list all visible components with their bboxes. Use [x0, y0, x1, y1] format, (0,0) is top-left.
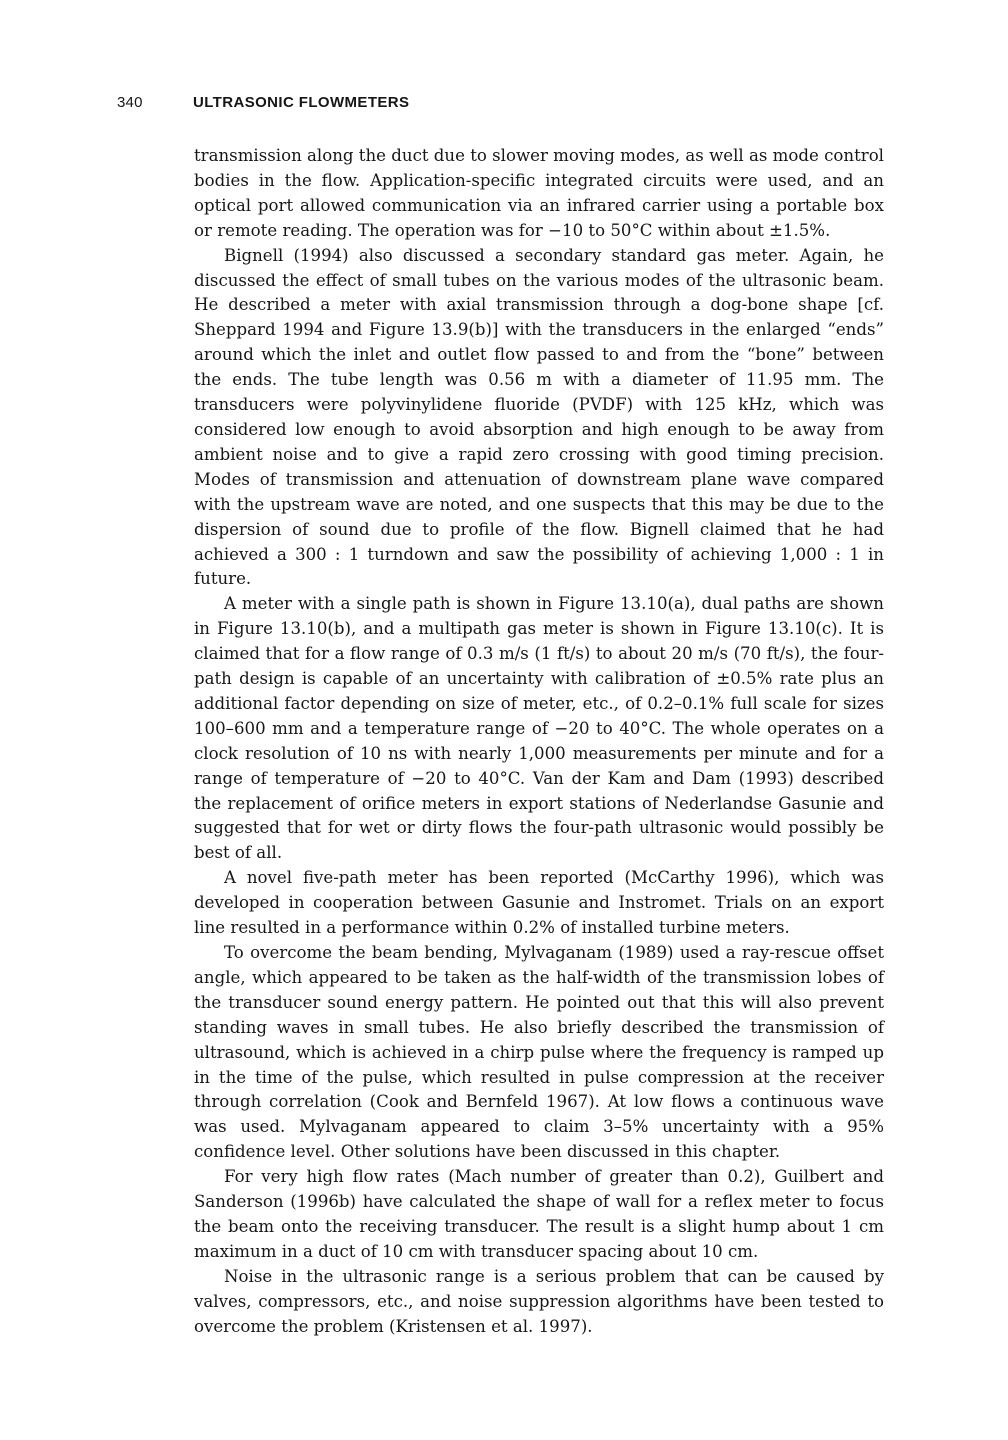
running-title: ULTRASONIC FLOWMETERS: [193, 94, 410, 111]
paragraph-high-flow-rates: For very high flow rates (Mach number of greater than 0.2), Guilbert and Sanderson (1996b) have calculated the shape of wall for a reflex meter to focus the beam onto the receiving transducer. The result is a slight hump about 1 cm maximum in a duct of 10 cm with transducer spacing about 10 cm.: [194, 1167, 884, 1261]
running-head: [117, 94, 409, 111]
paragraph-noise: Noise in the ultrasonic range is a serious problem that can be caused by valves, compressors, etc., and noise suppression algorithms have been tested to overcome the problem (Kristensen et al. 1997).: [194, 1266, 884, 1336]
paragraph-continuation: transmission along the duct due to slower moving modes, as well as mode control bodies in the flow. Application-specific integrated circuits were used, and an optical port allowed communication via an infrared carrier using a portable box or remote reading. The operation was for −10 to 50°C within about ±1.5%.: [194, 146, 884, 240]
paragraph-multipath-meter: A meter with a single path is shown in Figure 13.10(a), dual paths are shown in Figure 13.10(b), and a multipath gas meter is shown in Figure 13.10(c). It is claimed that for a flow range of 0.3 m/s (1 ft/s) to about 20 m/s (70 ft/s), the four-path design is capable of an uncertainty with calibration of ±0.5% rate plus an additional factor depending on size of meter, etc., of 0.2–0.1% full scale for sizes 100–600 mm and a temperature range of −20 to 40°C. The whole operates on a clock resolution of 10 ns with nearly 1,000 measurements per minute and for a range of temperature of −20 to 40°C. Van der Kam and Dam (1993) described the replacement of orifice meters in export stations of Nederlandse Gasunie and suggested that for wet or dirty flows the four-path ultrasonic would possibly be best of all.: [194, 594, 884, 863]
paragraph-beam-bending: To overcome the beam bending, Mylvaganam (1989) used a ray-rescue offset angle, which appeared to be taken as the half-width of the transmission lobes of the transducer sound energy pattern. He pointed out that this will also prevent standing waves in small tubes. He also briefly described the transmission of ultrasound, which is achieved in a chirp pulse where the frequency is ramped up in the time of the pulse, which resulted in pulse compression at the receiver through correlation (Cook and Bernfeld 1967). At low flows a continuous wave was used. Mylvaganam appeared to claim 3–5% uncertainty with a 95% confidence level. Other solutions have been discussed in this chapter.: [194, 943, 884, 1162]
page-number: 340: [117, 94, 143, 111]
paragraph-bignell: Bignell (1994) also discussed a secondary standard gas meter. Again, he discussed the effect of small tubes on the various modes of the ultrasonic beam. He described a meter with axial transmission through a dog-bone shape [cf. Sheppard 1994 and Figure 13.9(b)] with the transducers in the enlarged “ends” around which the inlet and outlet flow passed to and from the “bone” between the ends. The tube length was 0.56 m with a diameter of 11.95 mm. The transducers were polyvinylidene fluoride (PVDF) with 125 kHz, which was considered low enough to avoid absorption and high enough to be away from ambient noise and to give a rapid zero crossing with good timing precision. Modes of transmission and attenuation of downstream plane wave compared with the upstream wave are noted, and one suspects that this may be due to the dispersion of sound due to profile of the flow. Bignell claimed that he had achieved a 300 : 1 turndown and saw the possibility of achieving 1,000 : 1 in future.: [194, 245, 884, 589]
body-text: [194, 144, 884, 1340]
paragraph-five-path-meter: A novel five-path meter has been reported (McCarthy 1996), which was developed in cooperation between Gasunie and Instromet. Trials on an export line resulted in a performance within 0.2% of installed turbine meters.: [194, 868, 884, 938]
